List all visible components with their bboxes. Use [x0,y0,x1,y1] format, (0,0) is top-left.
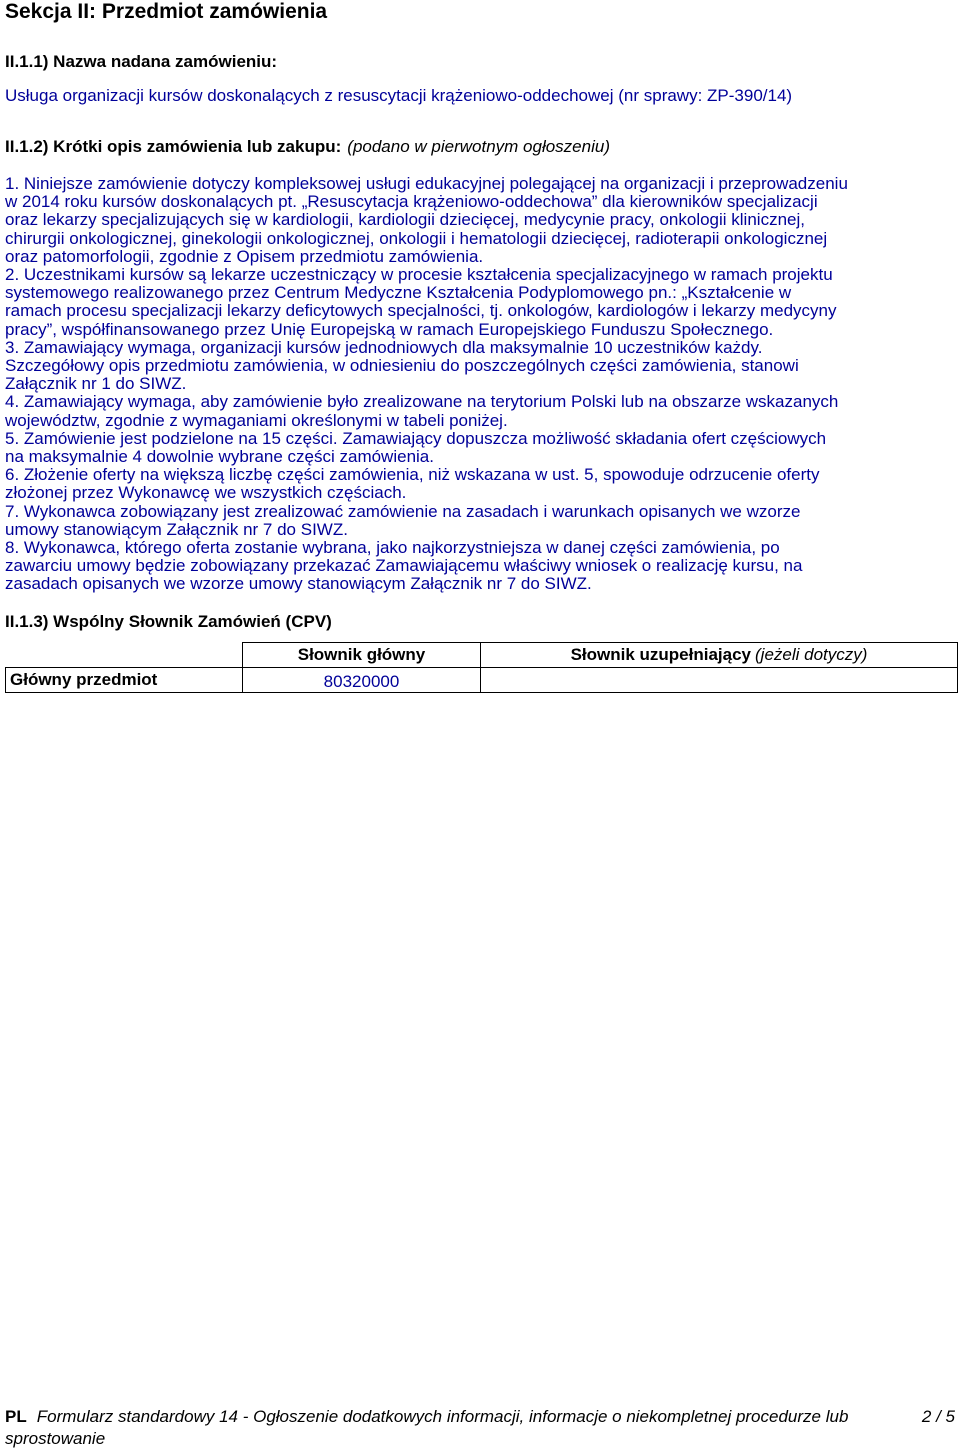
description-line: systemowego realizowanego przez Centrum Medyczne Kształcenia Podyplomowego pn.: „Kształcenie w [5,283,792,303]
description-line: 8. Wykonawca, którego oferta zostanie wybrana, jako najkorzystniejsza w danej części zamówienia, po [5,538,780,558]
description-heading [5,137,610,157]
description-line: województw, zgodnie z wymaganiami określonymi w tabeli poniżej. [5,410,508,430]
cpv-extra-code [481,668,958,693]
cpv-extra-header-label: Słownik uzupełniający [570,645,751,664]
description-heading-text: II.1.2) Krótki opis zamówienia lub zakupu: [5,137,342,156]
footer-form-title: Formularz standardowy 14 - Ogłoszenie dodatkowych informacji, informacje o niekompletnej procedurze lub [36,1407,849,1426]
description-line: 2. Uczestnikami kursów są lekarze uczestniczący w procesie kształcenia specjalizacyjnego w ramach projektu [5,265,833,285]
description-text [5,175,955,594]
description-line: zasadach opisanych we wzorze umowy stanowiącym Załącznik nr 7 do SIWZ. [5,574,592,594]
description-line: 6. Złożenie oferty na większą liczbę części zamówienia, niż wskazana w ust. 5, spowoduje odrzucenie oferty [5,465,820,485]
cpv-main-code: 80320000 [243,668,481,693]
description-line: w 2014 roku kursów doskonalących pt. „Resuscytacja krążeniowo-oddechowa” dla kierowników specjalizacji [5,192,818,212]
description-line: ramach procesu specjalizacji lekarzy deficytowych specjalności, tj. onkologów, kardiologów i lekarzy medycyny [5,301,837,321]
cpv-main-header: Słownik główny [243,643,481,668]
cpv-row-label: Główny przedmiot [6,668,243,693]
description-line: 3. Zamawiający wymaga, organizacji kursów jednodniowych dla maksymalnie 10 uczestników każdy. [5,337,763,357]
description-line: 7. Wykonawca zobowiązany jest zrealizować zamówienie na zasadach i warunkach opisanych we wzorze [5,501,801,521]
description-line: na maksymalnie 4 dowolnie wybrane części zamówienia. [5,447,434,467]
description-line: Szczegółowy opis przedmiotu zamówienia, w odniesieniu do poszczególnych części zamówienia, stanowi [5,356,799,376]
description-line: złożonej przez Wykonawcę we wszystkich częściach. [5,483,407,503]
description-line: 1. Niniejsze zamówienie dotyczy kompleksowej usługi edukacyjnej polegającej na organizacji i przeprowadzeniu [5,174,848,193]
order-name: Usługa organizacji kursów doskonalących z resuscytacji krążeniowo-oddechowej (nr sprawy: ZP-390/14) [5,86,793,105]
description-line: pracy”, współfinansowanego przez Unię Europejską w ramach Europejskiego Funduszu Społecznego. [5,319,774,339]
description-line: 5. Zamówienie jest podzielone na 15 części. Zamawiający dopuszcza możliwość składania ofert częściowych [5,428,827,448]
description-line: Załącznik nr 1 do SIWZ. [5,374,187,394]
section-title: Sekcja II: Przedmiot zamówienia [5,0,328,23]
cpv-main-row [6,668,958,693]
cpv-heading: II.1.3) Wspólny Słownik Zamówień (CPV) [5,612,332,631]
name-heading: II.1.1) Nazwa nadana zamówieniu: [5,52,278,71]
description-line: oraz lekarzy specjalizujących się w kardiologii, kardiologii dziecięcej, medycynie pracy, onkologii klinicznej, [5,210,805,230]
footer-page-number: 2 / 5 [921,1407,955,1426]
description-line: 4. Zamawiający wymaga, aby zamówienie było zrealizowane na terytorium Polski lub na obszarze wskazanych [5,392,839,412]
cpv-extra-header [481,643,958,668]
cpv-blank-header [6,643,243,668]
cpv-header-row [6,643,958,668]
cpv-table [5,642,958,693]
description-heading-note: (podano w pierwotnym ogłoszeniu) [347,137,610,156]
footer-language: PL [5,1407,27,1426]
footer-form-title-cont: sprostowanie [5,1429,106,1448]
description-line: zawarciu umowy będzie zobowiązany przekazać Zamawiającemu właściwy wniosek o realizację kursu, na [5,556,803,576]
page-footer [5,1406,955,1450]
description-line: oraz patomorfologii, zgodnie z Opisem przedmiotu zamówienia. [5,246,484,266]
cpv-extra-header-note: (jeżeli dotyczy) [755,645,868,664]
description-line: chirurgii onkologicznej, ginekologii onkologicznej, onkologii i hematologii dziecięcej, radioterapii onkologicznej [5,228,828,248]
description-line: umowy stanowiącym Załącznik nr 7 do SIWZ. [5,519,348,539]
